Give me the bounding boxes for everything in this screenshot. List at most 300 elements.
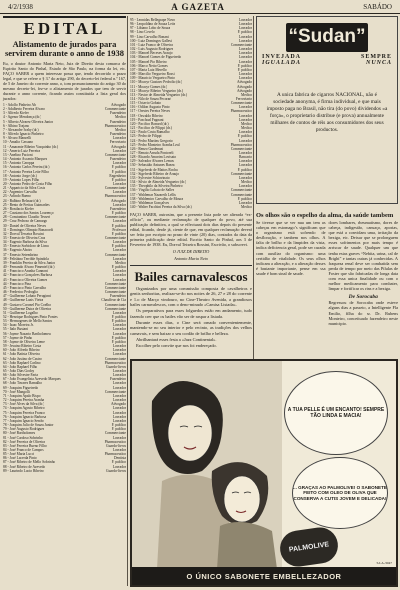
juror-occupation: Pharmaceutico	[104, 194, 126, 199]
juror-name: 129 - Salvador Alvarez Lemos	[130, 159, 174, 164]
juror-name: 133 - Sylvestre Schiavinato	[130, 175, 170, 180]
juror-name: 106 - Marco Netto Gomes	[130, 63, 168, 68]
juror-occupation: Lavrador	[112, 385, 126, 390]
juror-occupation: Lavrador	[112, 277, 126, 282]
juror-occupation: Lavrador	[238, 184, 252, 189]
juror-name: 47 - Guilherme Lobato Peruginni	[3, 294, 51, 299]
olhos-text-right: dores lombares, rheumatismo, dores de cabeça, indigestão, cansaço, aporias, que está a convidam uma, irritação da bexiga, etc. Deixar que se prolonguem esses sofrimentos por mais tempo é arriscar de saude. Qualquer um que tenha estas graves “Nebita, urina, cal de Bright” e tantas outras já conhecidas. A fraqueza renal deve ser combatida sem perda de tempo por meio das Pilulas de Foster que são fabricadas de longa data com essa unica finalidade ou com o melhor medicamento para combater, limpar e fortificar os rins e a bexiga.	[328, 220, 398, 292]
juror-name: 80 - José Bartholomeu	[3, 431, 36, 436]
juror-name: 121 - Pacifico de Filippi (dr.)	[130, 126, 172, 131]
juror-occupation: Advogado	[237, 80, 252, 85]
juror-occupation: Lavrador	[238, 47, 252, 52]
juror-occupation: F. publico	[111, 339, 126, 344]
juror-name: 12 - Amerio Luiz Ferreira	[3, 148, 41, 153]
juror-name: 24 - Balbino Belasari (dr.)	[3, 198, 41, 203]
juror-occupation: Advogado	[111, 402, 126, 407]
juror-occupation: F. publico	[237, 30, 252, 35]
juror-name: 41 - Francisco Aranha Cannoni	[3, 269, 48, 274]
juror-occupation: Pharmaceutico	[104, 439, 126, 444]
juror-occupation: Lavrador	[238, 117, 252, 122]
bailes-title: Bailes carnavalescos	[130, 265, 252, 285]
juror-name: 31 - Domingos Olimpio Bonacordi	[3, 227, 54, 232]
juror-name: 103 - Manoel Beceses Araujo	[130, 51, 173, 56]
juror-name: 126 - Renzo Gardenazi	[130, 146, 164, 151]
juror-occupation: Lavrador	[238, 72, 252, 77]
juror-occupation: Medico	[241, 92, 252, 97]
juror-name: 105 - Manoel Pio Ribeiro	[130, 59, 167, 64]
juror-name: 10 - Amalio Cassano	[3, 140, 34, 145]
juror-occupation: Lavrador	[238, 175, 252, 180]
juror-name: 140 - Walter Facchini Pereira da Silva (dr.)	[130, 205, 192, 210]
juror-occupation: Commerciante	[230, 171, 252, 176]
juror-occupation: Lavrador	[112, 161, 126, 166]
sudan-tag-left: INVEJADA	[262, 54, 302, 60]
juror-name: 49 - Gustavo Coronel Pio Coelho	[3, 302, 52, 307]
juror-name: 69 - Joaquim Figueiredo	[3, 385, 39, 390]
juror-occupation: Commerciante	[104, 302, 126, 307]
palmolive-speech-bubble-1: A TUA PELLE É UM ENCANTO! SEMPRE TÃO LINDA E MACIA!	[284, 371, 388, 455]
bailes-paragraph: Organizados por uma commissão composta de cavalheiros e gentis senhoritas, realizar-se-ão nos noites de 26, 27 e 28 do corrente e 1.o de Março vindouro, no Cine-Theatro Avenida, a grandiosos bailes carnavalescos, com o deno-minado «Camisa Listada».	[130, 286, 252, 308]
juror-name: 7 - Alexandre Ivahy (dr.)	[3, 127, 39, 132]
juror-name: 5 - Alberto Alvarez Oliveira Junior	[3, 119, 54, 124]
juror-occupation: F. publico	[111, 265, 126, 270]
olhos-text-left: Se tivesse que se ver nua um tem as cabeças em estomago’s significam que o organismo está sofrendo de desfloração, e tambem nos olhos. A falta de brilho e da limpidez da vista, indica deficiencia geral, pode ser curada com auxiliar do organismo: uma certidão de vitalidade. Os seus olhos indicam a alteração, e a alteração desses é bastante importante, pense em ssa saude é bom sinal de saude.	[256, 220, 326, 276]
juror-name: 77 - Joaquim Ignacio Serrão	[3, 418, 44, 423]
juror-occupation: Lavrador	[238, 151, 252, 155]
juror-name: 99 - Lino Carvalho Bonani	[130, 34, 169, 39]
juror-name: 29 - Cruz Pedroso de Camargo	[3, 219, 48, 224]
juror-occupation: Lavrador	[238, 22, 252, 27]
juror-name: 98 - Lino Covelo	[130, 30, 155, 35]
juror-occupation: F. publico	[237, 63, 252, 68]
juror-occupation: Lavrador	[112, 373, 126, 378]
sudan-logo: “Sudan”	[286, 23, 368, 52]
masthead-page: SABÁDO	[363, 2, 392, 11]
juror-name: 110 - Moacyr Gustavo Pedrolio (dr.)	[130, 80, 183, 85]
juror-occupation: Lavrador	[112, 240, 126, 245]
juror-name: 73 - José Alves da Silva (dr.)	[3, 402, 45, 407]
juror-occupation: Professor	[112, 227, 126, 232]
juror-occupation: Medico	[115, 115, 126, 120]
juror-occupation: Advogado	[237, 84, 252, 89]
juror-occupation: Commerciante	[104, 389, 126, 394]
juror-occupation: Lavrador	[112, 269, 126, 274]
juror-occupation: Lavrador	[238, 159, 252, 164]
juror-name: 137 - Waldemar Nazareth Lellis	[130, 192, 176, 197]
juror-name: 104 - Manoel Gomes de Figueiredo	[130, 55, 182, 60]
juror-name: 125 - Pedro Monteiro Aranha Leal	[130, 142, 180, 147]
juror-name: 118 - Oswaldo Ribeiro	[130, 113, 163, 118]
juror-occupation: Medico	[241, 205, 252, 210]
juror-occupation: Lavrador	[238, 138, 252, 143]
olhos-title: Os olhos são o espelho da alma, da saúde tambem	[256, 212, 394, 219]
juror-name: 32 - Dorval Tesseira Rossini	[3, 231, 44, 236]
juror-occupation: Guarda-livros	[106, 364, 126, 369]
juror-name: 39 - Franklin Pereira da Silva Junior	[3, 260, 56, 265]
juror-occupation: Pharmaceutico	[230, 142, 252, 147]
juror-name: 127 - Renato Arruda Pontoreli	[130, 151, 174, 155]
juror-occupation: Commerciante	[230, 146, 252, 151]
juror-name: 75 - Joaquim Ferreira Franco	[3, 410, 45, 415]
juror-occupation: Ferroviario	[109, 140, 126, 145]
juror-occupation: Commerciante	[104, 186, 126, 191]
juror-occupation: Commerciante	[104, 356, 126, 361]
juror-name: 40 - Fernando Alvaro Pimentel (dr.)	[3, 265, 55, 270]
juror-name: 38 - Felisbino Terrible Spindola	[3, 256, 49, 261]
juror-occupation: F. publico	[111, 244, 126, 249]
juror-name: 70 - José Mangolli	[3, 389, 30, 394]
juror-occupation: Lavrador	[112, 256, 126, 261]
juror-name: 11 - Amarante Ribeiro Vasquinho (dr.)	[3, 144, 59, 149]
juror-occupation: Commerciante	[230, 192, 252, 197]
jurors-list-left	[3, 103, 126, 473]
juror-occupation: Lavrador	[238, 130, 252, 135]
juror-name: 16 - Antonio Carlos Pereira (dr.)	[3, 165, 50, 170]
juror-name: 58 - Jayme de Oliveira Leme	[3, 339, 45, 344]
masthead-title: A GAZETA	[171, 1, 225, 12]
juror-name: 21 - Apparicio da Silva Costa	[3, 186, 46, 191]
juror-name: 100 - Luiz Domingos Gallesi	[130, 38, 172, 43]
juror-name: 135 - Theophilo da Silveira Pinheiro	[130, 184, 183, 189]
juror-occupation: Lavrador	[238, 18, 252, 22]
juror-name: 2 - Adalberto Ferreira Alvaro	[3, 107, 45, 112]
juror-name: 74 - Joaquim Agosto Ribeiro	[3, 406, 45, 411]
juror-occupation: Lavrador	[112, 398, 126, 403]
juror-occupation: Fazendeiro	[110, 132, 126, 137]
juror-occupation: Lavrador	[112, 248, 126, 253]
juror-occupation: Lavrador	[238, 38, 252, 43]
juror-name: 3 - Alfredo Kiefer	[3, 111, 29, 116]
juror-name: 128 - Ricardo Amorim Lovisato	[130, 155, 177, 160]
juror-occupation: Commerciante	[104, 431, 126, 436]
juror-occupation: Lavrador	[112, 410, 126, 415]
juror-occupation: Lavrador	[112, 331, 126, 336]
juror-occupation: Lavrador	[112, 344, 126, 349]
juror-occupation: Ferroviario	[235, 96, 252, 101]
juror-occupation: Commerciante	[104, 215, 126, 220]
juror-occupation: F. publico	[237, 196, 252, 201]
juror-name: 108 - Marcilio Vergueiro Rossi	[130, 72, 175, 77]
juror-name: 28 - Constantino Claudio Tesseri	[3, 215, 51, 220]
juror-occupation: Commerciante	[104, 285, 126, 290]
women-illustration	[132, 361, 282, 569]
juror-occupation: Lavrador	[238, 163, 252, 168]
juror-name: 120 - Pacifico Bonard (dr.)	[130, 121, 169, 126]
juror-name: 50 - Guilherme Dutra de Oliveira	[3, 306, 51, 311]
juror-name: 17 - Antonio Pereira Leite Filho	[3, 169, 50, 174]
edital-signature-title: O JUIZ DE DIREITO	[172, 249, 210, 255]
juror-occupation: Lavrador	[112, 148, 126, 153]
juror-occupation: Lavrador	[112, 323, 126, 328]
juror-occupation: Fazendeiro	[110, 111, 126, 116]
bailes-paragraph: Durante esses dias, o Cine será ornado convenientemente, mantendo-se no seu interior e pelo recinto, as tradições dos velhos carnavais, e sem baixar o seu cordão de brilho e belleza.	[130, 319, 252, 336]
bailes-article	[130, 265, 252, 348]
juror-occupation: Chauffeur de Cia	[101, 298, 126, 303]
juror-occupation: Bancario	[239, 155, 252, 160]
palmolive-speech-bubble-2: ... GRAÇAS AO PALMOLIVE! O SABONETE FEITO COM OLEO DE OLIVA QUE CONSERVA A CUTIS JOVEM E DELICADA!	[292, 457, 388, 529]
juror-name: 112 - Moacyr Ribeiro Vergueiro (dr.)	[130, 88, 184, 93]
olhos-article	[256, 212, 398, 352]
juror-name: 79 - José Augusto Rodrigues	[3, 427, 45, 432]
juror-occupation: F. publico	[111, 460, 126, 465]
juror-occupation: Commerciante	[104, 252, 126, 257]
juror-name: 46 - Frederico Pedroglio	[3, 290, 39, 295]
palmolive-credit: S.I.A-3047	[376, 561, 392, 565]
juror-name: 102 - Luis Augusto Rodrigues	[130, 47, 174, 52]
juror-name: 45 - Francisco Pinto Carvalho	[3, 285, 47, 290]
juror-occupation: Commerciante	[104, 236, 126, 240]
juror-occupation: Medico	[241, 121, 252, 126]
sudan-tag-left-2: IGUALADA	[262, 60, 302, 66]
juror-name: 62 - João Justino de Castro	[3, 356, 42, 361]
juror-name: 81 - José Cardoso Sobrinho	[3, 435, 43, 440]
juror-name: 33 - Ernesto de Oliveira Cruz	[3, 236, 46, 240]
juror-name: 97 - Libiano Lobo de Souza	[130, 26, 171, 31]
juror-occupation: Lavrador	[112, 406, 126, 411]
juror-name: 67 - João Evangelista Azevedo Marques	[3, 377, 61, 382]
juror-name: 101 - Luiz Franco de Oliveira	[130, 42, 173, 47]
edital-column	[3, 16, 126, 473]
juror-name: 20 - Antonio Pedro de Costa Filho	[3, 181, 53, 186]
juror-name: 56 - Jayme Nazario Bartholomeu	[3, 331, 51, 336]
juror-name: 85 - José Maria Lucci	[3, 452, 35, 457]
juror-name: 123 - Pedro de Filippi	[130, 134, 162, 139]
juror-name: 64 - João Raphael Filho	[3, 364, 38, 369]
juror-occupation: Advogado	[111, 144, 126, 149]
juror-occupation: Lavrador	[238, 105, 252, 110]
juror-name: 52 - Henrique Rodrigues Pinto Pontes	[3, 314, 58, 319]
juror-name: 54 - Isaac Moreira Jr.	[3, 323, 34, 328]
palmolive-ad	[130, 359, 398, 587]
juror-name: 1 - Adolfo Pinheiro Ab	[3, 103, 36, 107]
juror-name: 117 - Orestes Pereira Neves	[130, 109, 170, 114]
juror-name: 131 - Sigefredo de Mattos Rocha	[130, 167, 178, 172]
juror-name: 134 - Silvio de Almeida Vergueiro (dr.)	[130, 180, 187, 185]
edital-intro: Eu, o doutor Antonio Maria Neto, Juiz de Direito desta comarca de Espirito Santo do Pinhal, Estado de São Paulo, na forma da lei, etc. FAÇO SABER a quem interessar possa que, tendo decorrido o prazo legal, e que se refere o § 3.º do artigo 290, do decreto-lei federal n.º 167, de 5 de Janeiro do corrente anno, o, tom pronunciamento do artigo 30 do mesmo decreto-lei, fez-se o alistamento de jurados que tem de servir durante o anno corrente, ficando assim constituida a lista geral dos jurados:	[3, 61, 126, 101]
juror-occupation: Lavrador	[112, 310, 126, 315]
juror-occupation: Lavrador	[112, 352, 126, 357]
juror-occupation: Fazendeiro	[110, 377, 126, 382]
juror-occupation: Pharmaceutico	[104, 360, 126, 365]
juror-occupation: F. publico	[237, 67, 252, 72]
juror-name: 15 - Antonio Caroppa	[3, 161, 35, 166]
juror-occupation: Commerciante	[104, 107, 126, 112]
juror-occupation: Lavrador	[238, 113, 252, 118]
juror-occupation: F. publico	[111, 223, 126, 228]
juror-occupation: Lavrador	[112, 190, 126, 195]
juror-name: 86 - José Lacerda Pinto	[3, 456, 37, 461]
juror-occupation: Engenheiro	[109, 173, 126, 178]
juror-name: 63 - João Raphael Carlino	[3, 360, 41, 365]
juror-occupation: Medico	[241, 180, 252, 185]
juror-occupation: F. publico	[111, 427, 126, 432]
column-divider	[127, 16, 128, 586]
juror-name: 113 - Nestor de Almeida Vergueiro (dr.)	[130, 92, 188, 97]
juror-name: 138 - Waldemiro Carvalho de Moura	[130, 196, 184, 201]
bailes-paragraph: Os preparativos para esses folguedos estão em andamento, tudo fazendo crer que os bailes vão ser de raspar a listada.	[130, 308, 252, 319]
juror-name: 95 - Leonidas Bellegrape Novo	[130, 18, 176, 22]
juror-name: 42 - Francisco Gonçalves Barbosa	[3, 273, 53, 278]
juror-occupation: Pharmaceutico	[230, 109, 252, 114]
juror-occupation: F. publico	[111, 231, 126, 236]
juror-name: 84 - José Franco de Campos	[3, 447, 44, 452]
juror-name: 44 - Francisco Pina	[3, 281, 31, 286]
juror-occupation: Lavrador	[112, 369, 126, 373]
juror-occupation: Lavrador	[112, 447, 126, 452]
juror-occupation: Medico	[115, 260, 126, 265]
sorocaba-text: Regressou de Sorocaba onde esteve alguns dias a passeio, a Intelligente Fla Emilio, filha do sr. Dr. Rubens Monteiro, conceituado fazendeiro neste municipio.	[328, 300, 398, 326]
juror-name: 25 - Bento de Freitas Guimarães	[3, 202, 50, 207]
juror-occupation: Advogado	[237, 88, 252, 93]
juror-name: 65 - João Dias Godoy	[3, 369, 35, 373]
juror-occupation: F. publico	[111, 314, 126, 319]
juror-name: 37 - Ernesto Setembrino	[3, 252, 39, 257]
juror-name: 87 - José Ribeiro de Mello Sobrinho	[3, 460, 56, 465]
juror-occupation: Dentista	[114, 456, 126, 461]
jurors-list-middle	[130, 18, 252, 209]
sudan-tag-right: SEMPRE	[360, 54, 392, 60]
juror-occupation: Lavrador	[112, 136, 126, 141]
juror-occupation: F. publico	[237, 167, 252, 172]
juror-entry	[130, 205, 252, 209]
edital-signature-name: Antonio Maria Neto	[174, 256, 208, 262]
juror-name: 27 - Cassiano dos Santos Lourenço	[3, 211, 54, 216]
juror-name: 107 - Maria Luiz Merello	[130, 67, 167, 72]
sudan-tag-right-2: NUNCA	[365, 60, 392, 66]
juror-occupation: Advogado	[111, 103, 126, 107]
palmolive-banner: O ÚNICO SABONETE EMBELLEZADOR	[132, 567, 396, 585]
juror-name: 119 - Paschoal Fagnani	[130, 117, 164, 122]
juror-occupation: F. publico	[111, 211, 126, 216]
juror-name: 130 - Sebastião Antunes Baeza	[130, 163, 175, 168]
juror-name: 14 - Antonio Ascanio Marques	[3, 157, 48, 162]
juror-occupation: Fazendeiro	[110, 157, 126, 162]
juror-occupation: F. publico	[111, 423, 126, 428]
juror-occupation: Lavrador	[112, 202, 126, 207]
sudan-ad	[256, 16, 398, 204]
juror-occupation: Commerciante	[230, 42, 252, 47]
juror-occupation: Medico	[241, 126, 252, 131]
juror-occupation: Commerciante	[230, 188, 252, 193]
juror-name: 59 - Jesuino Ribeiro Costa	[3, 344, 42, 349]
sudan-ad-text: A unica fabrica de cigarros NACIONAL, não é sociedade anonyma, é firma individual, e que mais imposto paga no Brasil, não tira (do povo) dividendos «a força», o proprietario distribue (e prova) annualmente milhares de contos de réis aos consumidores dos seus productos.	[266, 92, 388, 133]
juror-occupation: F. publico	[111, 165, 126, 170]
juror-occupation: Fazendeiro	[110, 119, 126, 124]
juror-name: 6 - Albino Trajano	[3, 123, 30, 128]
juror-name: 96 - Leopoldino de Souza Leite	[130, 22, 176, 27]
juror-name: 78 - Joaquim Julio de Souza Junior	[3, 423, 54, 428]
juror-occupation: Pharmaceutico	[104, 452, 126, 457]
juror-name: 57 - Jayme de Pinho	[3, 335, 33, 340]
juror-name: 83 - José Ferreira Bueno Filho	[3, 443, 47, 448]
juror-name: 136 - Virgilio Lobato de Salles	[130, 188, 175, 193]
juror-occupation: Lavrador	[112, 327, 126, 332]
juror-occupation: Fazendeiro	[110, 206, 126, 211]
juror-occupation: Lavrador	[238, 51, 252, 56]
masthead	[0, 0, 400, 14]
edital-closing: FAÇO SABER, outrosim, que a presente lista pode ser alterada “ex-officio”, ou mediante reclamação de qualquer do povo, até sua publicação definitiva, a qual se effectuará dois dias depois do presente edital, ficando, desde já, ciente de que, em qualquer reclamação deverá ser feita por escripto no prazo de vinte (20) dias, contados da data da primeira publicação deste edital. Escrito Santo do Pinhal, aos 3 de Fevereiro de 1938. Eu, Dorval Teixeira Rossini, Escrivão, o subscrevi.	[130, 212, 252, 248]
juror-name: 124 - Pedro Martins Gregorio	[130, 138, 173, 143]
juror-occupation: Guarda-livros	[106, 443, 126, 448]
juror-occupation: Lavrador	[238, 26, 252, 31]
juror-occupation: F. publico	[237, 134, 252, 139]
sorocaba-title: De Sorocaba	[348, 294, 378, 301]
juror-occupation: Lavrador	[112, 393, 126, 398]
juror-name: 89 - Laurindo Lucio Ribeiro	[3, 468, 44, 473]
juror-name: 30 - Daniel de Oliveira Neves	[3, 223, 47, 228]
juror-name: 72 - Joaquim Pereira Aranha	[3, 398, 45, 403]
juror-name: 4 - Agenor Mendonça (dr.)	[3, 115, 42, 120]
juror-name: 132 - Sigefredo Ribeiro de Araujo	[130, 171, 180, 176]
juror-name: 19 - Antonio Lopes Filho	[3, 177, 40, 182]
edital-subtitle: Alistamento de jurados para servirem durante o anno de 1938	[4, 39, 125, 58]
juror-occupation: Lavrador	[112, 464, 126, 469]
juror-entry	[3, 469, 126, 473]
juror-occupation: Lavrador	[112, 418, 126, 423]
juror-occupation: F. publico	[111, 169, 126, 174]
juror-name: 116 - Odilon Augusto Pinto	[130, 105, 170, 110]
juror-name: 55 - Italo Bustani	[3, 327, 29, 332]
juror-name: 43 - Francisco Oliveira Gomes	[3, 277, 48, 282]
juror-name: 66 - João Silvestre Faria	[3, 373, 38, 378]
palmolive-soap-bar: PALMOLIVE	[278, 525, 340, 569]
juror-name: 82 - José Ferreira de Oliveira	[3, 439, 46, 444]
juror-name: 23 - Arlindo Bueno	[3, 194, 31, 199]
juror-name: 13 - Anelino Pacioni	[3, 152, 33, 157]
juror-name: 109 - Mauricio Vergueiro Pinto	[130, 76, 175, 81]
juror-occupation: Lavrador	[112, 219, 126, 224]
juror-name: 88 - José Ribeiro de Azevedo	[3, 464, 46, 469]
middle-column	[130, 16, 252, 348]
juror-name: 36 - Eugenio Aboiro	[3, 248, 33, 253]
juror-name: 122 - Paulo Costa Ramalho	[130, 130, 170, 135]
juror-name: 48 - Guilherme Lazis Vieira	[3, 298, 44, 303]
juror-name: 18 - Antonio Jorge (dr.)	[3, 173, 37, 178]
juror-name: 9 - Alvaro Manzelli	[3, 136, 32, 141]
juror-name: 53 - Hermogenes de Mello Santos	[3, 319, 53, 324]
juror-occupation: Lavrador	[238, 55, 252, 60]
juror-name: 68 - João Tavares Ramalho	[3, 381, 43, 386]
juror-name: 51 - Guilherme Logalbo	[3, 310, 38, 315]
juror-occupation: Guarda-livros	[106, 468, 126, 473]
juror-name: 139 - Waldemar Gonçalves	[130, 200, 170, 205]
juror-occupation: Lavrador	[112, 348, 126, 353]
juror-occupation: Commerciante	[104, 290, 126, 295]
juror-name: 111 - Moacyr Gomes (dr.)	[130, 84, 168, 89]
masthead-date: 4/2/1938	[8, 2, 33, 11]
juror-name: 34 - Eugenio Barbosa da Silva	[3, 240, 47, 245]
edital-title: EDITAL	[3, 16, 126, 38]
juror-occupation: Commerciante	[230, 101, 252, 106]
juror-occupation: Fazendeiro	[110, 294, 126, 299]
juror-name: 71 - Joaquim Apalo Bispo	[3, 393, 41, 398]
juror-occupation: Medico	[115, 127, 126, 132]
bailes-paragraph: Abrilhantará esses festa a «Jazz Continental».	[136, 336, 217, 342]
juror-name: 115 - Octavio Gobato	[130, 101, 162, 106]
juror-name: 76 - Joaquim Ignacio Barbosa	[3, 414, 47, 419]
juror-occupation: Lavrador	[238, 76, 252, 81]
juror-name: 35 - Ernesto Sorbidoro de Lima	[3, 244, 49, 249]
juror-name: 61 - João Batista Oliveira	[3, 352, 40, 357]
juror-name: 26 - Bonifacio Kiefer	[3, 206, 34, 211]
juror-occupation: Commerciante	[104, 306, 126, 311]
juror-occupation: Lavrador	[112, 414, 126, 419]
juror-name: 114 - Nilo de Souza Pecorari	[130, 96, 172, 101]
juror-occupation: Advogado	[111, 198, 126, 203]
juror-name: 60 - João Alfredo Ribeiro	[3, 348, 40, 353]
bailes-paragraph: Escolher pelo convite que nos foi endereçado.	[136, 343, 217, 349]
juror-occupation: Lavrador	[112, 273, 126, 278]
